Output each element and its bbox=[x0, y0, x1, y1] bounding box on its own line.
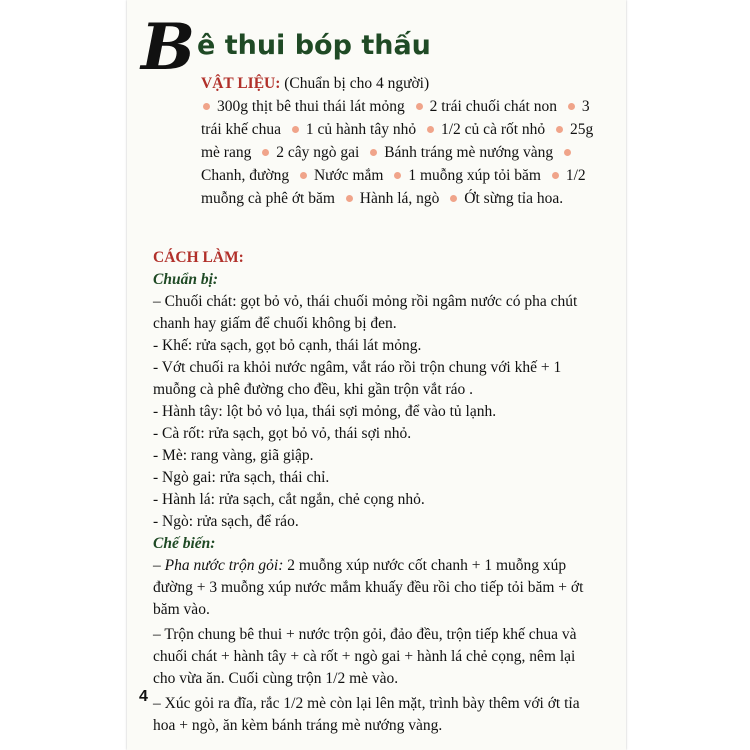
prep-step: – Chuối chát: gọt bỏ vỏ, thái chuối mỏng rồi ngâm nước có pha chút chanh hay giấm để chuối không bị đen. bbox=[153, 293, 578, 332]
method-heading: CÁCH LÀM: bbox=[153, 249, 244, 266]
bullet-icon bbox=[552, 172, 559, 179]
cook-step: – Trộn chung bê thui + nước trộn gỏi, đảo đều, trộn tiếp khế chua và chuối chát + hành tây + cà rốt + ngò gai + hành lá chẻ cọng, nêm lại cho vừa ăn. Cuối cùng trộn 1/2 mè vào. bbox=[153, 626, 577, 687]
ingredient-item: Nước mắm bbox=[313, 167, 384, 184]
bullet-icon bbox=[370, 149, 377, 156]
bullet-icon bbox=[568, 103, 575, 110]
bullet-icon bbox=[292, 126, 299, 133]
recipe-title: ê thui bóp thấu bbox=[197, 30, 431, 61]
prep-step: - Ngò: rửa sạch, để ráo. bbox=[153, 513, 299, 530]
prep-step: - Mè: rang vàng, giã giập. bbox=[153, 447, 314, 464]
cook-heading: Chế biến: bbox=[153, 535, 216, 552]
cook-step bbox=[153, 555, 599, 621]
ingredient-item: 1 củ hành tây nhỏ bbox=[305, 121, 417, 138]
bullet-icon bbox=[262, 149, 269, 156]
ingredient-item: Bánh tráng mè nướng vàng bbox=[384, 144, 554, 161]
bullet-icon bbox=[203, 103, 210, 110]
ingredients-block bbox=[201, 72, 599, 210]
prep-step: - Hành lá: rửa sạch, cắt ngắn, chẻ cọng nhỏ. bbox=[153, 491, 425, 508]
ingredient-item: 1/2 muỗng cà phê ớt băm bbox=[201, 167, 586, 207]
ingredients-label: VẬT LIỆU: bbox=[201, 75, 281, 92]
cook-step-text: 2 muỗng xúp nước cốt chanh + 1 muỗng xúp đường + 3 muỗng xúp nước mắm khuấy đều rồi cho tiếp tỏi băm + ớt băm vào. bbox=[153, 557, 584, 618]
prep-heading: Chuẩn bị: bbox=[153, 271, 219, 288]
servings-note: (Chuẩn bị cho 4 người) bbox=[284, 75, 430, 92]
bullet-icon bbox=[556, 126, 563, 133]
bullet-icon bbox=[300, 172, 307, 179]
prep-step: - Ngò gai: rửa sạch, thái chỉ. bbox=[153, 469, 330, 486]
bullet-icon bbox=[564, 149, 571, 156]
cook-step-dash: – bbox=[153, 557, 165, 574]
prep-step: - Cà rốt: rửa sạch, gọt bỏ vỏ, thái sợi nhỏ. bbox=[153, 425, 412, 442]
ingredient-item: 2 cây ngò gai bbox=[276, 144, 360, 161]
bullet-icon bbox=[346, 195, 353, 202]
book-page bbox=[127, 0, 626, 750]
bullet-icon bbox=[450, 195, 457, 202]
title-initial: B bbox=[141, 10, 196, 85]
ingredient-item: Chanh, đường bbox=[201, 167, 290, 184]
ingredient-item: 300g thịt bê thui thái lát mỏng bbox=[217, 98, 405, 115]
method-block bbox=[153, 247, 599, 737]
ingredient-item: 25g mè rang bbox=[201, 121, 594, 161]
ingredient-item: Ớt sừng tỉa hoa. bbox=[464, 190, 564, 207]
prep-step: - Vớt chuối ra khỏi nước ngâm, vắt ráo rồi trộn chung với khế + 1 muỗng cà phê đường cho đều, khi gần trộn vắt ráo . bbox=[153, 359, 562, 398]
bullet-icon bbox=[416, 103, 423, 110]
page-number: 4 bbox=[139, 688, 148, 705]
ingredient-item: 2 trái chuối chát non bbox=[429, 98, 557, 115]
cook-step-label: Pha nước trộn gỏi: bbox=[164, 557, 284, 574]
prep-step: - Khế: rửa sạch, gọt bỏ cạnh, thái lát mỏng. bbox=[153, 337, 422, 354]
prep-step: - Hành tây: lột bỏ vỏ lụa, thái sợi mỏng, để vào tủ lạnh. bbox=[153, 403, 497, 420]
bullet-icon bbox=[394, 172, 401, 179]
ingredient-item: 1/2 củ cà rốt nhỏ bbox=[441, 121, 546, 138]
cook-step: – Xúc gỏi ra đĩa, rắc 1/2 mè còn lại lên mặt, trình bày thêm với ớt tỉa hoa + ngò, ăn kèm bánh tráng mè nướng vàng. bbox=[153, 695, 580, 734]
ingredient-item: Hành lá, ngò bbox=[359, 190, 440, 207]
ingredient-item: 1 muỗng xúp tỏi băm bbox=[408, 167, 541, 184]
ingredients-list bbox=[201, 95, 599, 210]
ingredient-item: 3 trái khế chua bbox=[201, 98, 590, 138]
bullet-icon bbox=[427, 126, 434, 133]
